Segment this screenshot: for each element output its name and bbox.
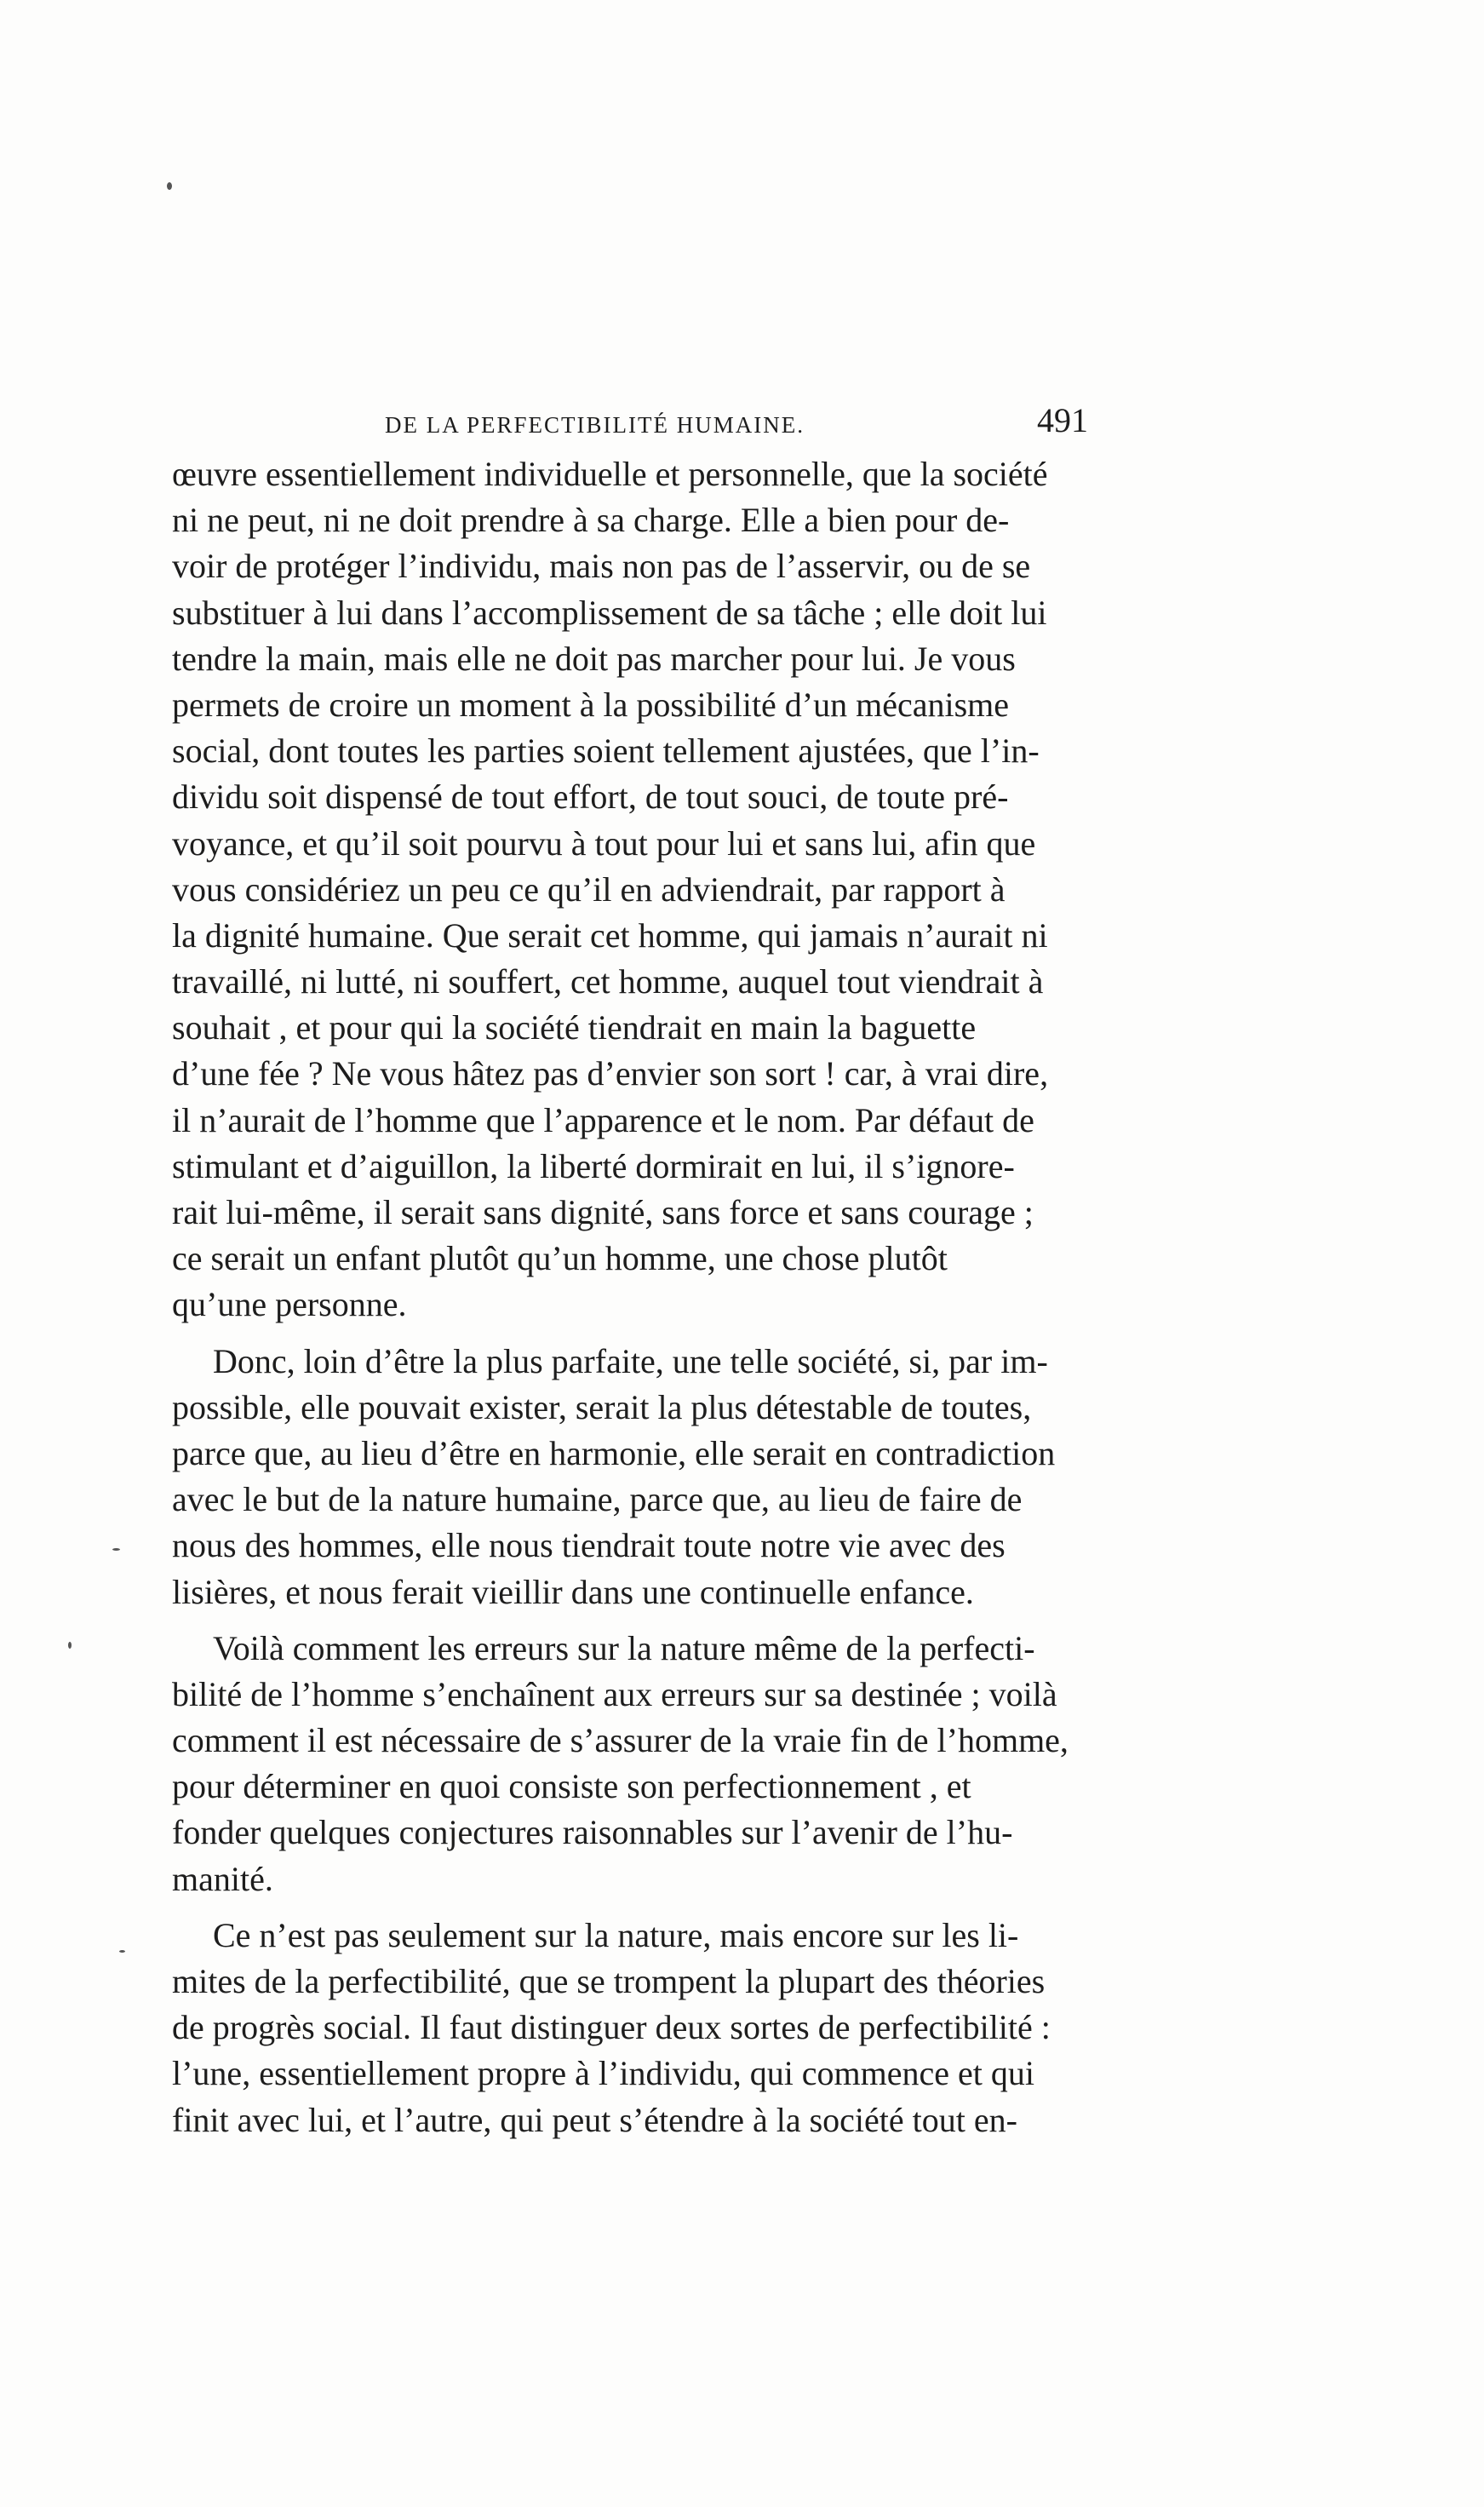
text-line: voyance, et qu’il soit pourvu à tout pour lui et sans lui, afin que bbox=[172, 823, 1036, 863]
ink-speck bbox=[68, 1642, 72, 1649]
text-line: de progrès social. Il faut distinguer deux sortes de perfectibilité : bbox=[172, 2008, 1051, 2047]
text-line: social, dont toutes les parties soient tellement ajustées, que l’in- bbox=[172, 731, 1040, 771]
text-line: il n’aurait de l’homme que l’apparence et le nom. Par défaut de bbox=[172, 1100, 1034, 1139]
text-line: fonder quelques conjectures raisonnables sur l’avenir de l’hu- bbox=[172, 1813, 1013, 1852]
paragraph bbox=[172, 1339, 1109, 1615]
text-line: finit avec lui, et l’autre, qui peut s’étendre à la société tout en- bbox=[172, 2100, 1017, 2139]
text-line: vous considériez un peu ce qu’il en adviendrait, par rapport à bbox=[172, 869, 1006, 909]
text-line: Voilà comment les erreurs sur la nature même de la perfecti- bbox=[213, 1628, 1035, 1667]
text-line: stimulant et d’aiguillon, la liberté dormirait en lui, il s’ignore- bbox=[172, 1146, 1015, 1185]
text-line: souhait , et pour qui la société tiendrait en main la baguette bbox=[172, 1008, 977, 1047]
ink-speck bbox=[167, 182, 172, 190]
text-line: lisières, et nous ferait vieillir dans une continuelle enfance. bbox=[172, 1572, 974, 1611]
text-line: avec le but de la nature humaine, parce que, au lieu de faire de bbox=[172, 1480, 1023, 1519]
text-line: parce que, au lieu d’être en harmonie, elle serait en contradiction bbox=[172, 1433, 1056, 1472]
ink-speck bbox=[119, 1950, 125, 1953]
text-line: mites de la perfectibilité, que se trompent la plupart des théories bbox=[172, 1962, 1046, 2000]
text-line: substituer à lui dans l’accomplissement de sa tâche ; elle doit lui bbox=[172, 593, 1047, 632]
text-line: l’une, essentiellement propre à l’individu, qui commence et qui bbox=[172, 2054, 1035, 2093]
text-line: qu’une personne. bbox=[172, 1285, 407, 1324]
paragraph bbox=[172, 1913, 1109, 2143]
text-line: Ce n’est pas seulement sur la nature, mais encore sur les li- bbox=[213, 1915, 1019, 1954]
text-line: la dignité humaine. Que serait cet homme, qui jamais n’aurait ni bbox=[172, 915, 1048, 955]
text-line: nous des hommes, elle nous tiendrait toute notre vie avec des bbox=[172, 1526, 1006, 1565]
text-line: comment il est nécessaire de s’assurer de la vraie fin de l’homme, bbox=[172, 1721, 1069, 1760]
text-line: ce serait un enfant plutôt qu’un homme, une chose plutôt bbox=[172, 1239, 948, 1278]
running-head bbox=[172, 400, 1088, 451]
text-line: manité. bbox=[172, 1859, 273, 1898]
text-line: Donc, loin d’être la plus parfaite, une telle société, si, par im- bbox=[213, 1341, 1048, 1380]
ink-speck bbox=[112, 1548, 120, 1551]
page-number: 491 bbox=[1037, 401, 1088, 439]
text-line: voir de protéger l’individu, mais non pas de l’asservir, ou de se bbox=[172, 547, 1031, 586]
paragraph bbox=[172, 451, 1109, 1328]
body-text bbox=[172, 451, 1109, 2143]
text-line: bilité de l’homme s’enchaînent aux erreurs sur sa destinée ; voilà bbox=[172, 1674, 1057, 1713]
text-line: pour déterminer en quoi consiste son perfectionnement , et bbox=[172, 1767, 971, 1806]
text-line: dividu soit dispensé de tout effort, de tout souci, de toute pré- bbox=[172, 777, 1009, 817]
text-line: possible, elle pouvait exister, serait la plus détestable de toutes, bbox=[172, 1387, 1032, 1426]
text-line: d’une fée ? Ne vous hâtez pas d’envier son sort ! car, à vrai dire, bbox=[172, 1054, 1049, 1093]
running-title: DE LA PERFECTIBILITÉ HUMAINE. bbox=[385, 412, 805, 438]
text-line: ni ne peut, ni ne doit prendre à sa charge. Elle a bien pour de- bbox=[172, 501, 1010, 540]
text-line: tendre la main, mais elle ne doit pas marcher pour lui. Je vous bbox=[172, 639, 1016, 678]
paragraph bbox=[172, 1626, 1109, 1902]
text-line: permets de croire un moment à la possibilité d’un mécanisme bbox=[172, 685, 1010, 724]
text-line: travaillé, ni lutté, ni souffert, cet homme, auquel tout viendrait à bbox=[172, 962, 1044, 1001]
text-line: rait lui-même, il serait sans dignité, sans force et sans courage ; bbox=[172, 1193, 1034, 1231]
text-line: œuvre essentiellement individuelle et personnelle, que la société bbox=[172, 455, 1048, 493]
